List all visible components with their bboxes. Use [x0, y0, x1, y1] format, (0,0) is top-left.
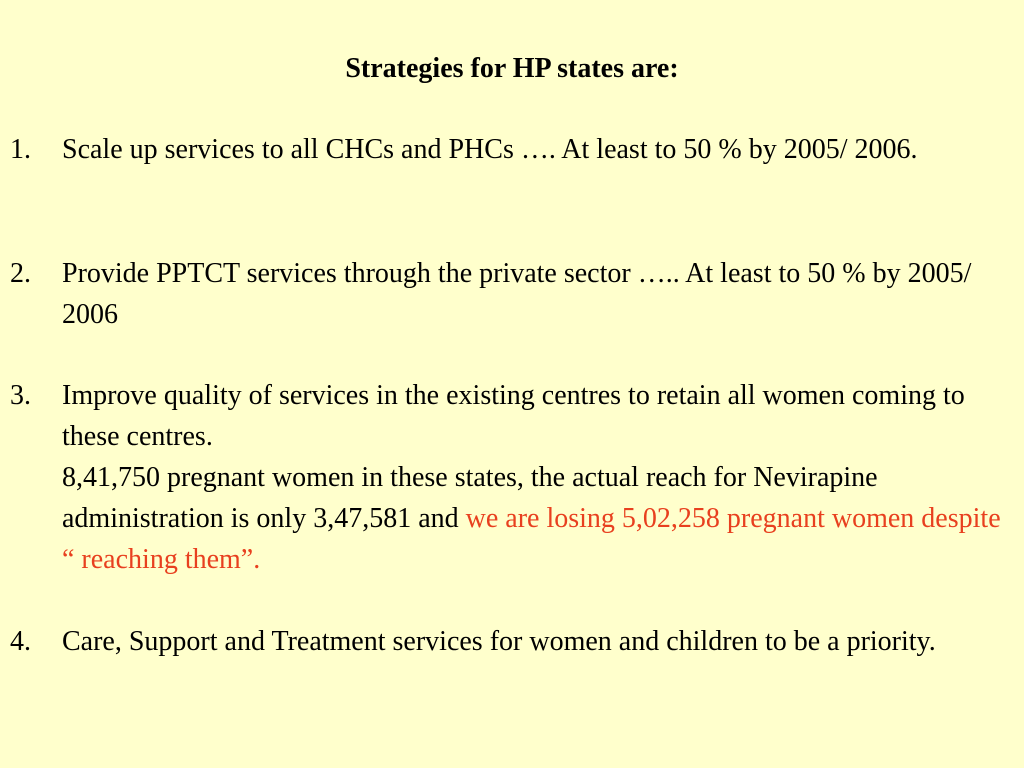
list-item-text: Care, Support and Treatment services for women and children to be a priority.	[62, 626, 936, 657]
detail-text: 8,41,750 pregnant women in these states, the actual reach for Nevirapine administration is only 3,47,581 and	[62, 462, 878, 534]
list-item-text: Scale up services to all CHCs and PHCs …. At least to 50 % by 2005/ 2006.	[62, 134, 918, 165]
list-item-text: Improve quality of services in the existing centres to retain all women coming to these centres.	[62, 380, 965, 452]
list-item-number: 1.	[10, 134, 31, 165]
list-item-detail	[62, 457, 1010, 580]
list-item-3	[0, 375, 1010, 580]
list-item-4	[0, 621, 1010, 662]
list-item-number: 4.	[10, 626, 31, 657]
slide-title: Strategies for HP states are:	[345, 53, 679, 84]
list-item-number: 2.	[10, 258, 31, 289]
highlight-text: we are losing 5,02,258 pregnant women despite “ reaching them”.	[62, 503, 1001, 575]
list-item-2	[0, 253, 1010, 335]
list-item-text: Provide PPTCT services through the private sector ….. At least to 50 % by 2005/ 2006	[62, 258, 972, 330]
list-item-1	[0, 129, 1010, 170]
list-item-number: 3.	[10, 380, 31, 411]
